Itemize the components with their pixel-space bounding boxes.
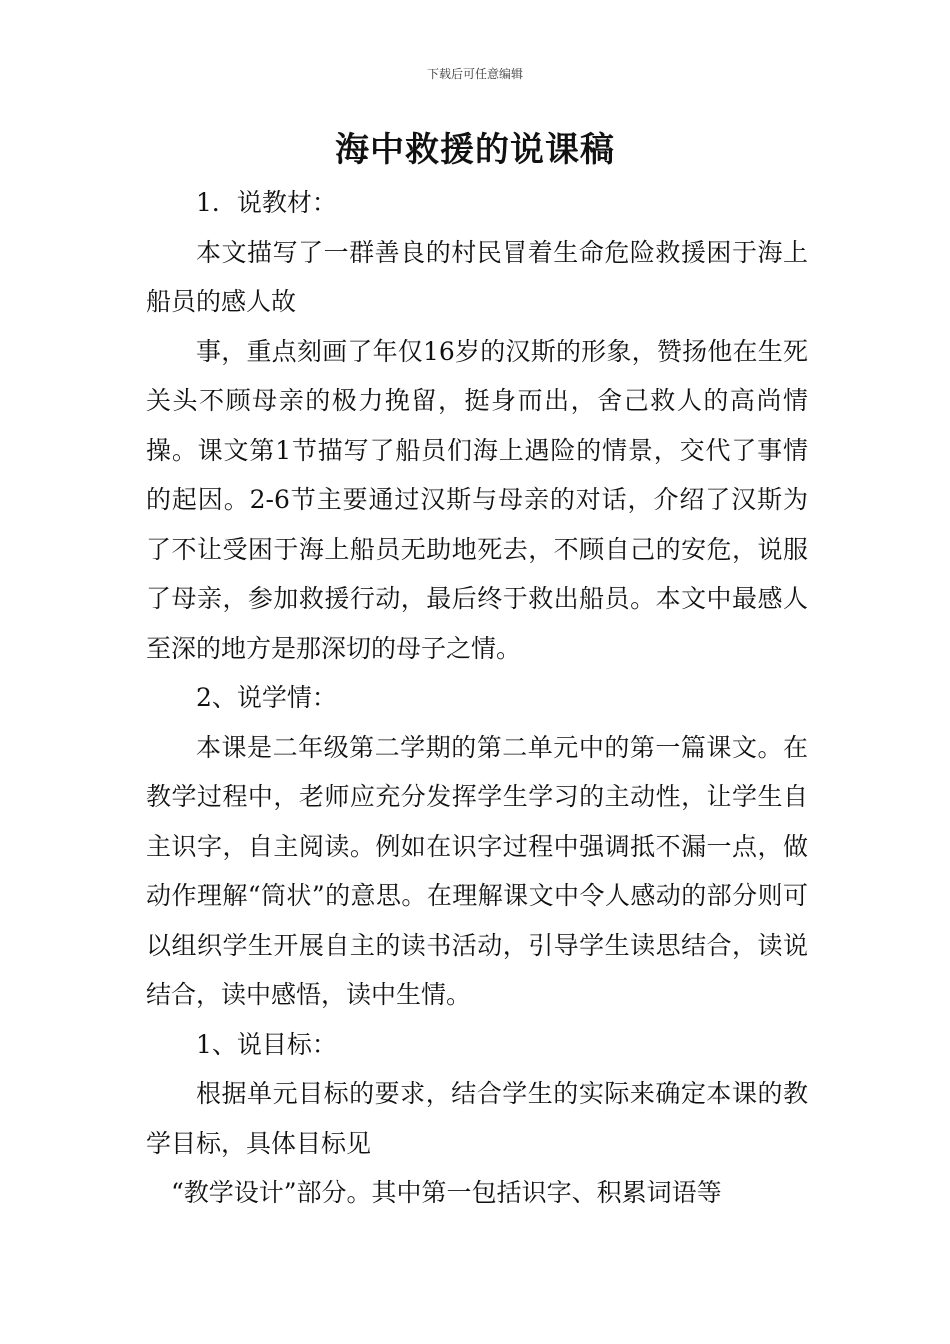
paragraph-goals-continued: “教学设计”部分。其中第一包括识字、积累词语等 — [171, 1178, 722, 1207]
header-note: 下载后可任意编辑 — [426, 67, 523, 81]
section-heading-textbook: 1．说教材： — [196, 188, 337, 217]
document-body — [146, 178, 808, 1218]
page-title: 海中救援的说课稿 — [335, 130, 615, 170]
paragraph-goals: 根据单元目标的要求，结合学生的实际来确定本课的教学目标，具体目标见 — [146, 1079, 808, 1158]
paragraph-textbook-intro: 本文描写了一群善良的村民冒着生命危险救援困于海上船员的感人故 — [146, 237, 808, 316]
paragraph-textbook-detail: 事，重点刻画了年仅16岁的汉斯的形象，赞扬他在生死关头不顾母亲的极力挽留，挺身而出，舍己救人的高尚情操。课文第1节描写了船员们海上遇险的情景，交代了事情的起因。2-6节主要通过汉斯与母亲的对话，介绍了汉斯为了不让受困于海上船员无助地死去，不顾自己的安危，说服了母亲，参加救援行动，最后终于救出船员。本文中最感人至深的地方是那深切的母子之情。 — [146, 336, 808, 663]
section-heading-goals: 1、说目标： — [196, 1029, 337, 1059]
section-heading-students: 2、说学情： — [196, 683, 337, 712]
paragraph-students: 本课是二年级第二学期的第二单元中的第一篇课文。在教学过程中，老师应充分发挥学生学习的主动性，让学生自主识字，自主阅读。例如在识字过程中强调抵不漏一点，做动作理解“筒状”的意思。在理解课文中令人感动的部分则可以组织学生开展自主的读书活动，引导学生读思结合，读说结合，读中感悟，读中生情。 — [146, 732, 808, 1009]
